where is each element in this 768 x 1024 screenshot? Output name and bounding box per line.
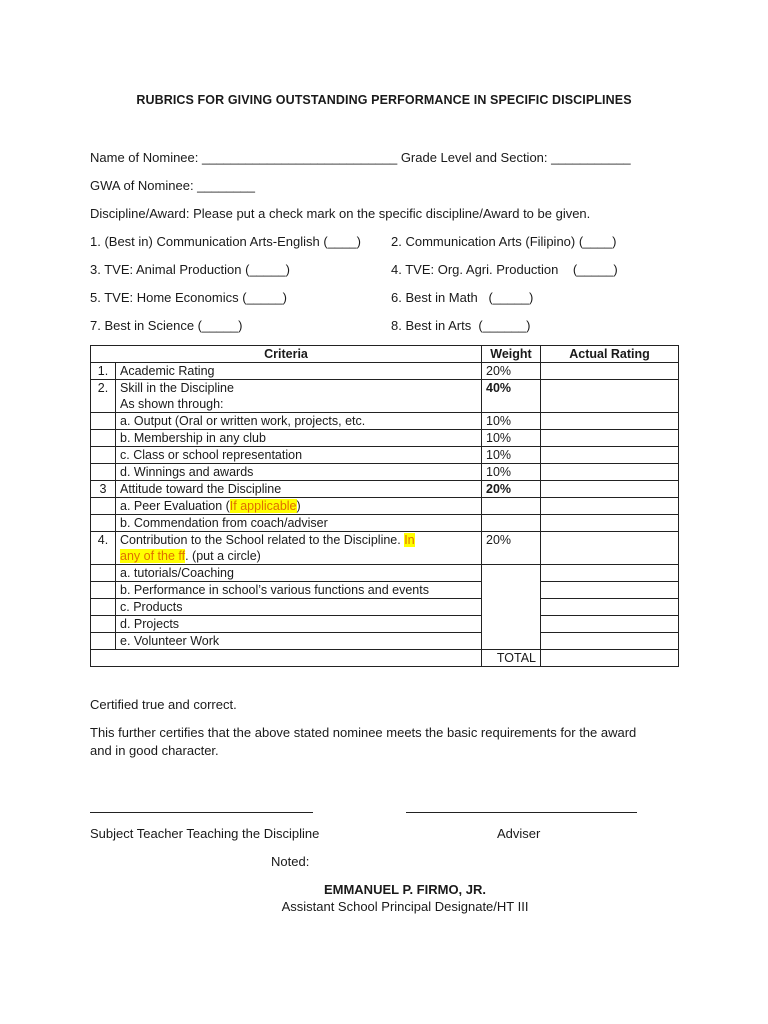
weight-cell: 10%: [482, 413, 541, 430]
discipline-option-8: 8. Best in Arts (______): [391, 318, 531, 333]
actual-rating-cell: [541, 363, 679, 380]
certified-text: Certified true and correct.: [90, 697, 237, 712]
actual-rating-cell: [541, 380, 679, 413]
principal-title: Assistant School Principal Designate/HT III: [281, 899, 529, 914]
discipline-option-2: 2. Communication Arts (Filipino) (____): [391, 234, 617, 249]
discipline-option-1: 1. (Best in) Communication Arts-English (____): [90, 234, 361, 249]
table-row: [91, 481, 679, 498]
weight-cell-merged: [482, 565, 541, 650]
criteria-text: Contribution to the School related to the Discipline.: [120, 533, 405, 547]
criteria-cell: Academic Rating: [116, 363, 482, 380]
actual-rating-cell: [541, 616, 679, 633]
actual-rating-cell: [541, 447, 679, 464]
signature-line-adviser: [406, 812, 637, 813]
criteria-cell: b. Commendation from coach/adviser: [116, 515, 482, 532]
row-number: [91, 582, 116, 599]
criteria-text: ): [296, 499, 301, 513]
discipline-option-3: 3. TVE: Animal Production (_____): [90, 262, 290, 277]
table-row: [91, 599, 679, 616]
header-criteria: Criteria: [91, 346, 482, 363]
row-number: [91, 599, 116, 616]
row-number: 1.: [91, 363, 116, 380]
criteria-cell: a. tutorials/Coaching: [116, 565, 482, 582]
principal-name: EMMANUEL P. FIRMO, JR.: [323, 882, 487, 897]
criteria-cell: d. Projects: [116, 616, 482, 633]
total-spacer-cell: [91, 650, 482, 667]
actual-rating-cell: [541, 413, 679, 430]
adviser-label: Adviser: [497, 826, 541, 841]
total-rating-cell: [541, 650, 679, 667]
table-row: [91, 616, 679, 633]
certification-statement-line2: and in good character.: [90, 743, 219, 758]
weight-cell: 10%: [482, 447, 541, 464]
weight-cell: 20%: [482, 363, 541, 380]
nominee-name-line: Name of Nominee: ___________________________ Grade Level and Section: ___________: [90, 150, 631, 165]
criteria-cell: e. Volunteer Work: [116, 633, 482, 650]
table-row: [91, 532, 679, 565]
criteria-cell: Attitude toward the Discipline: [116, 481, 482, 498]
actual-rating-cell: [541, 532, 679, 565]
subject-teacher-label: Subject Teacher Teaching the Discipline: [90, 826, 320, 841]
table-row: [91, 464, 679, 481]
criteria-cell: c. Class or school representation: [116, 447, 482, 464]
actual-rating-cell: [541, 515, 679, 532]
row-number: [91, 464, 116, 481]
table-row: [91, 363, 679, 380]
noted-label: Noted:: [271, 854, 310, 869]
discipline-option-7: 7. Best in Science (_____): [90, 318, 243, 333]
weight-cell: [482, 498, 541, 515]
table-header-row: [91, 346, 679, 363]
signature-line-subject-teacher: [90, 812, 313, 813]
table-row: [91, 430, 679, 447]
table-row: [91, 447, 679, 464]
criteria-cell: d. Winnings and awards: [116, 464, 482, 481]
discipline-option-4: 4. TVE: Org. Agri. Production (_____): [391, 262, 618, 277]
weight-cell: 40%: [482, 380, 541, 413]
highlighted-text: In: [404, 533, 415, 547]
table-row: [91, 413, 679, 430]
criteria-cell: b. Membership in any club: [116, 430, 482, 447]
criteria-text: . (put a circle): [185, 549, 261, 563]
actual-rating-cell: [541, 498, 679, 515]
criteria-text: Skill in the Discipline: [120, 381, 234, 395]
total-label: TOTAL: [482, 650, 541, 667]
discipline-option-5: 5. TVE: Home Economics (_____): [90, 290, 288, 305]
document-title: RUBRICS FOR GIVING OUTSTANDING PERFORMANCE IN SPECIFIC DISCIPLINES: [136, 93, 632, 107]
row-number: [91, 565, 116, 582]
weight-cell: 10%: [482, 430, 541, 447]
highlighted-text: any of the ff: [120, 549, 186, 563]
criteria-cell: c. Products: [116, 599, 482, 616]
actual-rating-cell: [541, 464, 679, 481]
criteria-cell: [116, 380, 482, 413]
table-row: [91, 498, 679, 515]
table-total-row: [91, 650, 679, 667]
weight-cell: 20%: [482, 532, 541, 565]
row-number: [91, 515, 116, 532]
gwa-line: GWA of Nominee: ________: [90, 178, 256, 193]
row-number: 2.: [91, 380, 116, 413]
header-weight: Weight: [482, 346, 541, 363]
header-actual-rating: Actual Rating: [541, 346, 679, 363]
table-row: [91, 515, 679, 532]
row-number: [91, 498, 116, 515]
row-number: 4.: [91, 532, 116, 565]
actual-rating-cell: [541, 582, 679, 599]
weight-cell: 20%: [482, 481, 541, 498]
row-number: 3: [91, 481, 116, 498]
criteria-subtext: As shown through:: [120, 397, 224, 411]
discipline-option-6: 6. Best in Math (_____): [391, 290, 534, 305]
weight-cell: [482, 515, 541, 532]
highlighted-text: If applicable: [229, 499, 297, 513]
row-number: [91, 633, 116, 650]
table-row: [91, 565, 679, 582]
actual-rating-cell: [541, 633, 679, 650]
criteria-cell: [116, 532, 482, 565]
table-row: [91, 633, 679, 650]
rubric-table: [90, 345, 679, 667]
table-row: [91, 380, 679, 413]
row-number: [91, 430, 116, 447]
criteria-cell: a. Output (Oral or written work, projects, etc.: [116, 413, 482, 430]
row-number: [91, 616, 116, 633]
actual-rating-cell: [541, 599, 679, 616]
actual-rating-cell: [541, 430, 679, 447]
actual-rating-cell: [541, 481, 679, 498]
certification-statement-line1: This further certifies that the above stated nominee meets the basic requirements for the award: [90, 725, 637, 740]
row-number: [91, 447, 116, 464]
weight-cell: 10%: [482, 464, 541, 481]
discipline-instruction: Discipline/Award: Please put a check mark on the specific discipline/Award to be given.: [90, 206, 591, 221]
criteria-cell: b. Performance in school’s various functions and events: [116, 582, 482, 599]
row-number: [91, 413, 116, 430]
criteria-cell: [116, 498, 482, 515]
criteria-text: a. Peer Evaluation (: [120, 499, 230, 513]
table-row: [91, 582, 679, 599]
actual-rating-cell: [541, 565, 679, 582]
